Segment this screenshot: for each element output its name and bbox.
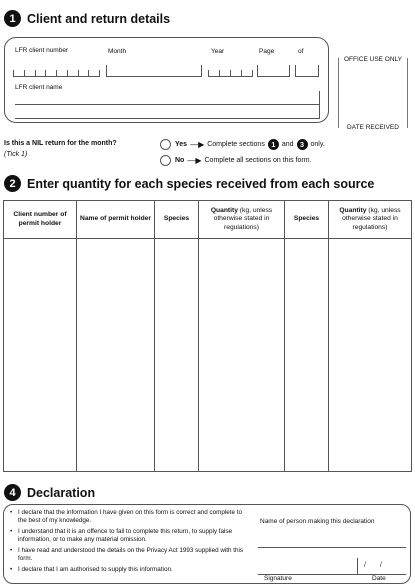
column-species-1[interactable] [155, 201, 199, 471]
column-client-number[interactable] [4, 201, 77, 471]
section-ref-badge: 1 [268, 139, 279, 150]
nil-return-question: Is this a NIL return for the month? [4, 140, 117, 147]
year-label: Year [211, 48, 225, 55]
yes-and-text: and [281, 141, 294, 148]
section-title: Enter quantity for each species received from each source [27, 176, 375, 191]
lfr-client-name-field-line-2[interactable] [15, 118, 319, 119]
section-number-badge: 2 [4, 175, 21, 192]
yes-label: Yes [175, 141, 188, 148]
lfr-client-number-label: LFR client number [15, 47, 69, 54]
declaration-list [10, 509, 250, 577]
section-title: Client and return details [27, 11, 171, 26]
yes-only-text: only. [310, 141, 325, 148]
declaration-item: • I declare that the information I have given on this form is correct and complete to the best of my knowledge. [10, 509, 250, 525]
no-instruction: Complete all sections on this form. [204, 157, 312, 164]
date-label: Date [372, 575, 386, 582]
section-4-header [4, 484, 95, 501]
declaration-item: • I understand that it is an offence to fail to complete this return, to supply false information, or to make any material omission. [10, 528, 250, 544]
column-header: Quantity (kg, unless otherwise stated in regulations) [329, 201, 411, 239]
date-field[interactable]: / / [364, 562, 388, 569]
month-label: Month [108, 48, 127, 55]
species-quantity-table [3, 200, 412, 472]
yes-radio[interactable] [160, 139, 171, 150]
declaration-item: • I have read and understood the details on the Privacy Act 1993 supplied with this form. [10, 547, 250, 563]
lfr-client-number-field[interactable] [13, 65, 100, 77]
signature-date-divider [357, 558, 358, 574]
page-label: Page [259, 48, 275, 55]
section-2-header [4, 175, 374, 192]
section-1-header [4, 10, 170, 27]
name-field-end [319, 91, 320, 119]
declarant-name-field[interactable] [258, 547, 406, 548]
column-header: Client number of permit holder [4, 201, 76, 239]
year-field[interactable] [208, 65, 253, 77]
tick-note: (Tick 1) [4, 151, 28, 158]
lfr-client-name-field-line-1[interactable] [15, 104, 319, 105]
column-quantity-2[interactable] [329, 201, 411, 471]
of-field[interactable] [295, 65, 319, 77]
column-species-2[interactable] [285, 201, 329, 471]
date-received-label: DATE RECEIVED [339, 123, 407, 132]
month-field[interactable] [106, 65, 202, 77]
office-use-box [338, 56, 408, 131]
arrow-icon: —▶ [190, 140, 205, 149]
section-ref-badge: 3 [297, 139, 308, 150]
nil-yes-option[interactable] [160, 139, 325, 150]
column-header: Species [155, 201, 198, 239]
client-details-box [4, 37, 329, 123]
column-quantity-1[interactable] [199, 201, 285, 471]
declaration-box [3, 504, 411, 584]
lfr-client-name-label: LFR client name [15, 84, 63, 91]
section-number-badge: 1 [4, 10, 21, 27]
section-number-badge: 4 [4, 484, 21, 501]
of-label: of [298, 48, 304, 55]
declarant-name-label: Name of person making this declaration [260, 518, 375, 525]
declaration-item: • I declare that I am authorised to supply this information. [10, 566, 250, 574]
nil-no-option[interactable] [160, 155, 312, 166]
column-header: Species [285, 201, 328, 239]
signature-area [256, 505, 412, 583]
arrow-icon: —▶ [187, 156, 202, 165]
column-header: Quantity (kg, unless otherwise stated in regulations) [199, 201, 284, 239]
no-radio[interactable] [160, 155, 171, 166]
column-header: Name of permit holder [77, 201, 154, 239]
office-use-label: OFFICE USE ONLY [339, 55, 407, 64]
no-label: No [175, 157, 185, 164]
section-title: Declaration [27, 485, 96, 500]
signature-label: Signature [264, 575, 292, 582]
column-permit-holder-name[interactable] [77, 201, 155, 471]
yes-instruction: Complete sections [207, 141, 265, 148]
page-field[interactable] [257, 65, 290, 77]
